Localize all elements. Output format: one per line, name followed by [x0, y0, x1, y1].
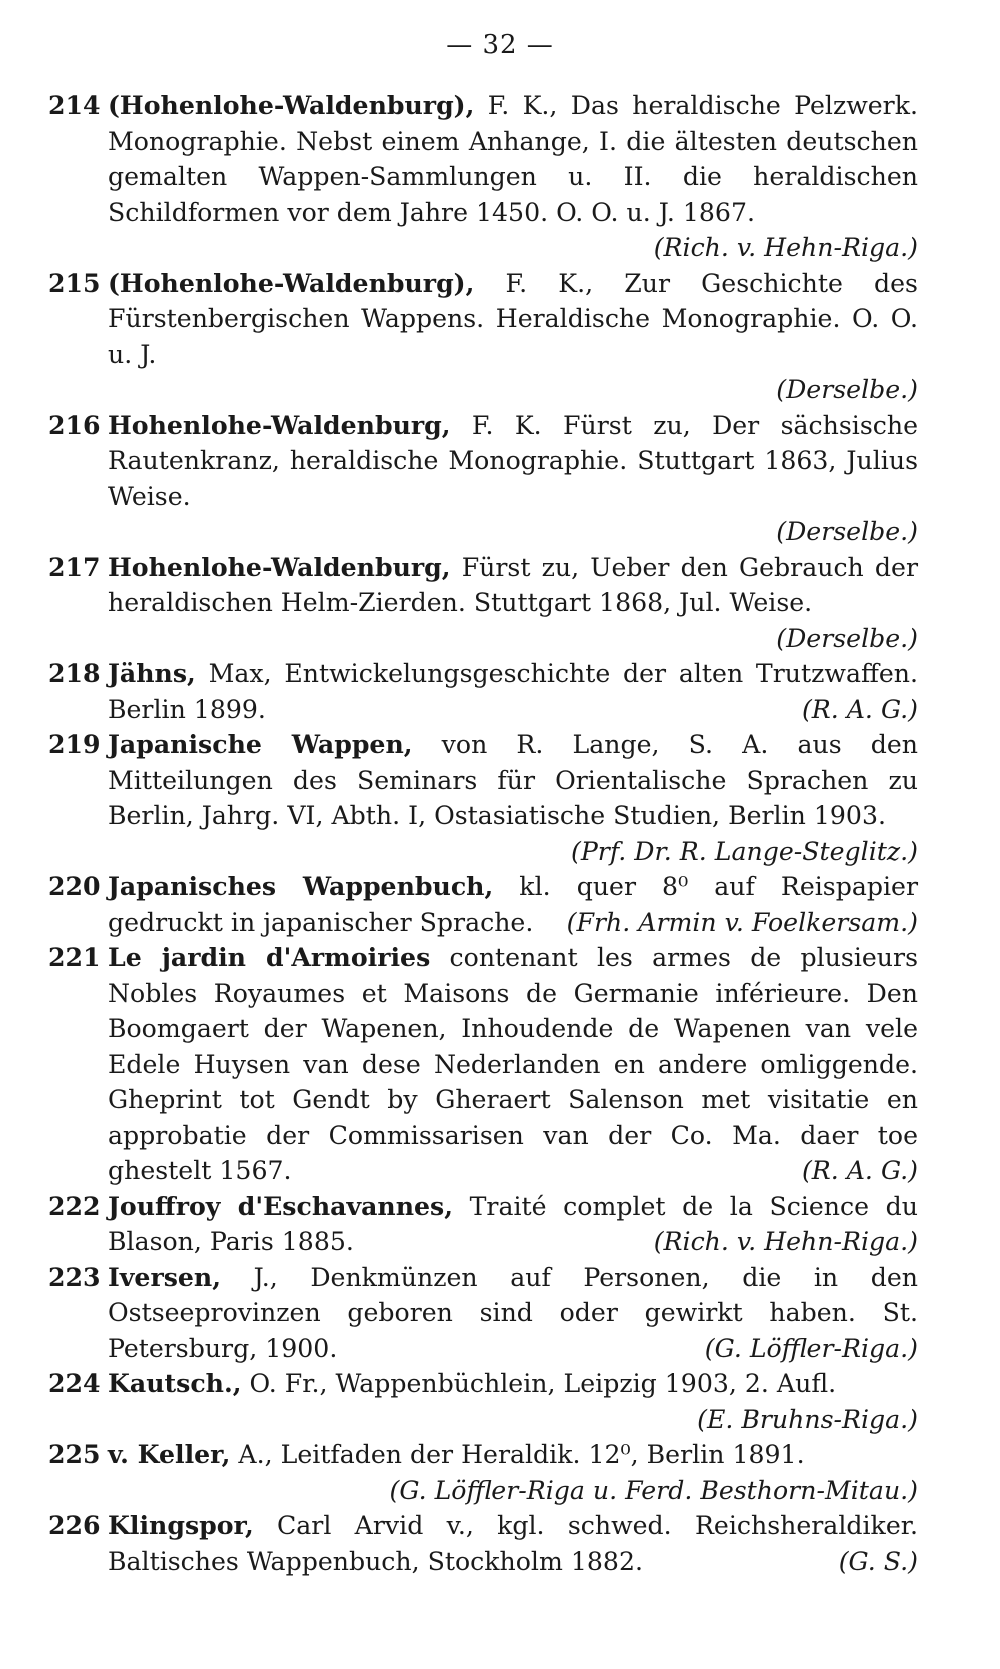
entry-heading: Japanisches Wappenbuch,: [108, 871, 494, 901]
entry-source: (Derselbe.): [776, 623, 918, 653]
entry-number: 215: [48, 267, 101, 298]
entry-source: (G. Löffler-Riga u. Ferd. Besthorn-Mitau.): [389, 1475, 918, 1505]
bibliography-entry-218: [48, 656, 918, 727]
entry-source: (G. Löffler-Riga.): [704, 1333, 918, 1363]
bibliography-entry-221: [48, 940, 918, 1189]
bibliography-list: [48, 88, 918, 1579]
entry-source: (Rich. v. Hehn-Riga.): [653, 233, 918, 262]
bibliography-entry-222: [48, 1189, 918, 1260]
entry-number: 220: [48, 871, 101, 901]
entry-text: Carl Arvid v., kgl. schwed. Reichsheraldiker. Baltisches Wappenbuch, Stockholm 1882.: [108, 1511, 918, 1576]
entry-number: 226: [48, 1510, 101, 1540]
bibliography-entry-215: [48, 266, 918, 408]
entry-number: 216: [48, 409, 101, 440]
entry-text: von R. Lange, S. A. aus den Mitteilungen des Seminars für Orientalische Sprachen zu Berlin, Jahrg. VI, Abth. I, Ostasiatische Studien, Berlin 1903.: [108, 730, 918, 830]
bibliography-entry-225: [48, 1437, 918, 1508]
entry-number: 225: [48, 1439, 101, 1469]
entry-text: Max, Entwickelungsgeschichte der alten Trutzwaffen. Berlin 1899.: [108, 659, 918, 724]
entry-source: (Prf. Dr. R. Lange-Steglitz.): [571, 836, 918, 866]
entry-text: O. Fr., Wappenbüchlein, Leipzig 1903, 2. Aufl.: [241, 1369, 837, 1398]
bibliography-entry-214: [48, 88, 918, 266]
entry-heading: Hohenlohe-Waldenburg,: [108, 409, 451, 440]
entry-text: J., Denkmünzen auf Personen, die in den Ostseeprovinzen geboren sind oder gewirkt haben. St. Petersburg, 1900.: [108, 1262, 918, 1363]
entry-source: (R. A. G.): [801, 1156, 918, 1185]
entry-text: kl. quer 8⁰ auf Reispapier gedruckt in japanischer Sprache.: [108, 872, 918, 937]
entry-heading: Hohenlohe-Waldenburg,: [108, 551, 451, 582]
bibliography-entry-219: [48, 727, 918, 869]
entry-heading: Iversen,: [108, 1261, 221, 1292]
page-number: — 32 —: [446, 30, 554, 60]
bibliography-entry-216: [48, 408, 918, 550]
entry-heading: (Hohenlohe-Waldenburg),: [108, 90, 475, 120]
entry-source: (Rich. v. Hehn-Riga.): [653, 1227, 918, 1256]
entry-source: (Derselbe.): [776, 375, 918, 404]
entry-heading: Japanische Wappen,: [108, 729, 413, 759]
entry-heading: (Hohenlohe-Waldenburg),: [108, 267, 475, 298]
entry-text: F. K., Das heraldische Pelzwerk. Monographie. Nebst einem Anhange, I. die ältesten deutschen gemalten Wappen-Sammlungen u. II. die heraldischen Schildformen vor dem Jahre 1450. O. O. u. J. 1867.: [108, 91, 918, 227]
entry-number: 219: [48, 729, 101, 759]
entry-heading: Jähns,: [108, 658, 196, 688]
entry-heading: Kautsch.,: [108, 1368, 242, 1398]
bibliography-entry-217: [48, 550, 918, 657]
entry-source: (Frh. Armin v. Foelkersam.): [566, 907, 918, 937]
bibliography-entry-220: [48, 869, 918, 940]
entry-number: 218: [48, 658, 101, 688]
entry-text: Fürst zu, Ueber den Gebrauch der heraldischen Helm-Zierden. Stuttgart 1868, Jul. Weise.: [108, 552, 918, 617]
entry-source: (G. S.): [838, 1546, 918, 1576]
entry-heading: Klingspor,: [108, 1510, 254, 1540]
entry-text: F. K., Zur Geschichte des Fürstenbergischen Wappens. Heraldische Monographie. O. O. u. J.: [108, 268, 918, 369]
entry-heading: Jouffroy d'Eschavannes,: [108, 1190, 454, 1221]
bibliography-entry-223: [48, 1260, 918, 1367]
entry-number: 223: [48, 1261, 101, 1292]
bibliography-entry-224: [48, 1366, 918, 1437]
entry-text: F. K. Fürst zu, Der sächsische Rautenkranz, heraldische Monographie. Stuttgart 1863, Julius Weise.: [108, 410, 918, 511]
entry-heading: Le jardin d'Armoiries: [108, 942, 431, 972]
bibliography-entry-226: [48, 1508, 918, 1579]
entry-number: 217: [48, 551, 101, 582]
entry-text: Traité complet de la Science du Blason, Paris 1885.: [108, 1191, 919, 1256]
entry-number: 214: [48, 90, 101, 120]
entry-number: 221: [48, 942, 101, 972]
entry-number: 222: [48, 1190, 101, 1221]
entry-source: (Derselbe.): [776, 517, 918, 546]
entry-number: 224: [48, 1368, 101, 1398]
entry-heading: v. Keller,: [108, 1439, 231, 1469]
entry-source: (R. A. G.): [801, 694, 918, 724]
entry-text: A., Leitfaden der Heraldik. 12⁰, Berlin 1891.: [230, 1440, 805, 1469]
entry-source: (E. Bruhns-Riga.): [697, 1404, 918, 1434]
entry-text: contenant les armes de plusieurs Nobles Royaumes et Maisons de Germanie inférieure. Den Boomgaert der Wapenen, Inhoudende de Wapenen van vele Edele Huysen van dese Nederlanden en andere omliggende. Gheprint tot Gendt by Gheraert Salenson met visitatie en approbatie der Commissarisen van der Co. Ma. daer toe ghestelt 1567.: [108, 943, 918, 1185]
